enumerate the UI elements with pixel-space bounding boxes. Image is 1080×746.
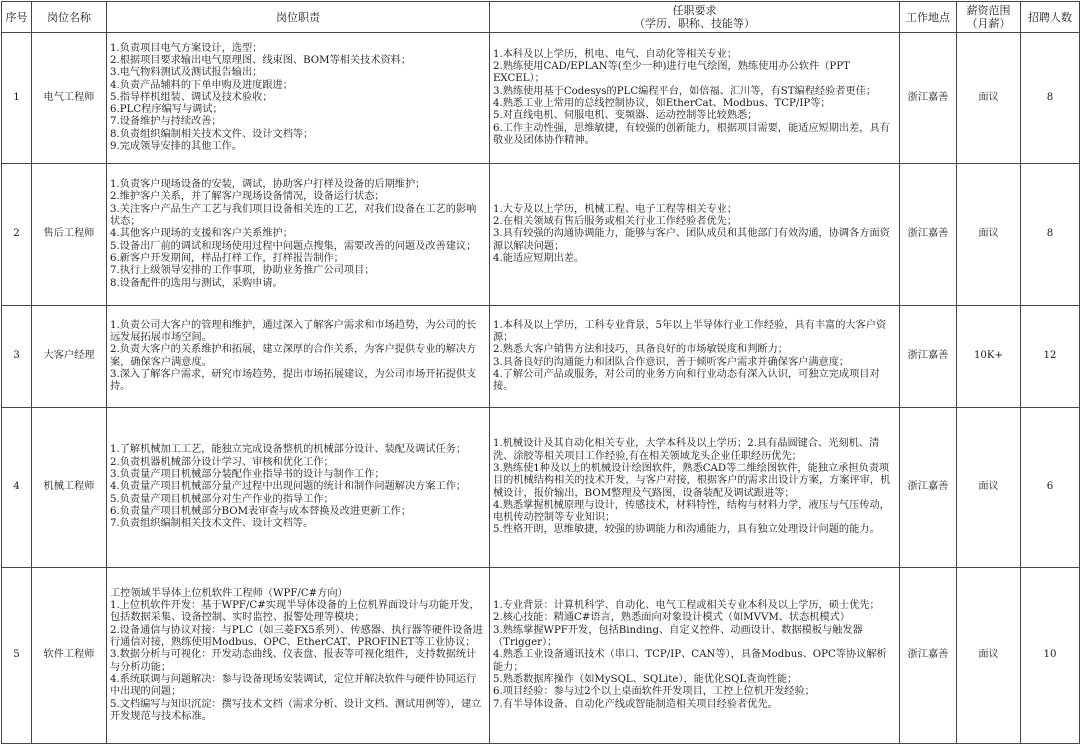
duty-line: 2.维护客户关系，并了解客户现场设备情况，设备运行状态； [110, 191, 385, 203]
duty-line: 4.系统联调与问题解决：参与设备现场安装调试，定位并解决软件与硬件协同运行中出现的问题； [110, 673, 477, 698]
requirement-line: 3.具备良好的沟通能力和团队合作意识，善于倾听客户需求并确保客户满意度； [493, 356, 850, 368]
row-position: 机械工程师 [32, 408, 107, 568]
row-duties [107, 306, 490, 408]
requirement-line: 1.本科及以上学历，机电、电气、自动化等相关专业； [493, 48, 738, 60]
requirement-line: 3.具有较强的沟通协调能力，能够与客户、团队成员和其他部门有效沟通，协调各方面资源以解决问题； [493, 228, 890, 252]
row-seq: 1 [2, 33, 32, 164]
duty-line: 2.负责大客户的关系维护和拓展，建立深厚的合作关系，为客户提供专业的解决方案，确保客户满意度。 [110, 344, 477, 368]
header-salary-sub: （月薪） [966, 17, 1011, 30]
table-row [2, 33, 1080, 164]
requirement-line: 3.熟练使用基于Codesys的PLC编程平台，如倍福、汇川等，有ST编程经验者更佳； [493, 85, 877, 97]
row-duties [107, 164, 490, 306]
table-row [2, 568, 1080, 744]
table-body [2, 33, 1080, 744]
row-location: 浙江嘉善 [900, 33, 957, 164]
duty-line: 3.负责量产项目机械部分装配作业指导书的设计与制作工作； [110, 469, 385, 481]
row-headcount: 10 [1021, 568, 1080, 744]
duty-line: 3.电气物料测试及测试报告输出； [110, 67, 263, 79]
header-salary [957, 2, 1021, 33]
requirement-line: 7.有半导体设备、自动化产线或智能制造相关项目经验者优先。 [493, 698, 778, 710]
duty-line: 2.设备通信与协议对接：与PLC（如三菱FX5系列）、传感器、执行器等硬件设备进行通信对接，熟练使用Modbus、OPC、EtherCAT、PROFINET等工业协议； [110, 624, 483, 649]
requirement-line: 6.工作主动性强，思维敏捷，有较强的创新能力，根据项目需要，能适应短期出差，具有敬业及团体协作精神。 [493, 122, 890, 146]
duty-line: 7.负责组织编制相关技术文件、设计文档等。 [110, 518, 314, 530]
requirement-line: 2.熟练使用CAD/EPLAN等(至少一种)进行电气绘图，熟练使用办公软件（PPT EXCEL）； [493, 61, 850, 85]
row-headcount: 8 [1021, 33, 1080, 164]
row-requirements [490, 568, 900, 744]
duty-line: 4.负责量产项目机械部分量产过程中出现问题的统计和制作问题解决方案工作； [110, 481, 467, 493]
requirement-line: 4.了解公司产品或服务，对公司的业务方向和行业动态有深入认识，可独立完成项目对接。 [493, 368, 880, 393]
header-seq: 序号 [2, 2, 32, 33]
row-requirements [490, 33, 900, 164]
requirement-line: 5.性格开朗，思维敏捷，较强的协调能力和沟通能力，具有独立处理设计问题的能力。 [493, 524, 880, 536]
row-headcount: 8 [1021, 164, 1080, 306]
row-position: 软件工程师 [32, 568, 107, 744]
row-salary: 面议 [957, 164, 1021, 306]
duty-line: 5.负责量产项目机械部分对生产作业的指导工作； [110, 493, 334, 505]
row-seq: 3 [2, 306, 32, 408]
row-requirements [490, 408, 900, 568]
duty-line: 5.设备出厂前的调试和现场使用过程中问题点搜集，需要改善的问题及改善建议； [110, 240, 477, 252]
duty-line: 2.负责机器机械部分设计学习、审核和优化工作； [110, 456, 334, 468]
row-seq: 5 [2, 568, 32, 744]
duty-line: 8.设备配件的选用与测试，采购申请。 [110, 277, 283, 289]
table-row [2, 306, 1080, 408]
row-salary: 面议 [957, 408, 1021, 568]
row-position: 售后工程师 [32, 164, 107, 306]
row-duties [107, 408, 490, 568]
header-requirements-title: 任职要求 [672, 4, 717, 17]
row-requirements [490, 164, 900, 306]
requirement-line: 1.专业背景：计算机科学、自动化、电气工程或相关专业本科及以上学历，硕士优先； [493, 600, 880, 612]
duty-line: 3.深入了解客户需求，研究市场趋势，提出市场拓展建议，为公司市场开拓提供支持。 [110, 368, 477, 393]
table-row [2, 164, 1080, 306]
row-headcount: 12 [1021, 306, 1080, 408]
row-location: 浙江嘉善 [900, 306, 957, 408]
requirement-line: 4.能适应短期出差。 [493, 252, 585, 264]
duty-line: 6.负责量产项目机械部分BOM表审查与成本替换及改进更新工作； [110, 505, 412, 517]
duty-line: 5.文档编写与知识沉淀：撰写技术文档（需求分析、设计文档、测试用例等），建立开发规范与技术标准。 [110, 698, 482, 722]
duty-line: 6.PLC程序编写与调试； [110, 104, 223, 116]
header-row [2, 2, 1080, 33]
header-requirements [490, 2, 900, 33]
duty-line: 7.执行上级领导安排的工作事项，协助业务推广公司项目； [110, 265, 375, 277]
duty-line: 1.了解机械加工工艺，能独立完成设备整机的机械部分设计、装配及调试任务； [110, 444, 467, 456]
row-salary: 面议 [957, 33, 1021, 164]
duty-line: 1.负责项目电气方案设计，选型； [110, 42, 263, 54]
row-location: 浙江嘉善 [900, 164, 957, 306]
requirement-line: 3.熟练掌握WPF开发，包括Binding、自定义控件、动画设计、数据模板与触发器（Trigger）； [493, 624, 863, 649]
table-row [2, 408, 1080, 568]
row-requirements [490, 306, 900, 408]
duty-line: 4.负责产品辅料的下单申购及进度跟进； [110, 79, 293, 91]
requirement-line: 2.熟悉大客户销售方法和技巧，具备良好的市场敏锐度和判断力； [493, 344, 788, 356]
header-duties: 岗位职责 [107, 2, 490, 33]
duty-line: 3.数据分析与可视化：开发动态曲线、仪表盘、报表等可视化组件，支持数据统计与分析功能； [110, 649, 477, 673]
duty-line: 5.指导样机组装、调试及技术验收； [110, 91, 273, 103]
duty-line: 6.新客户开发期间，样品打样工作，打样报告制作； [110, 252, 344, 264]
header-position: 岗位名称 [32, 2, 107, 33]
duty-line: 9.完成领导安排的其他工作。 [110, 141, 242, 153]
header-headcount: 招聘人数 [1021, 2, 1080, 33]
header-location: 工作地点 [900, 2, 957, 33]
header-requirements-sub: （学历、职称、技能等） [634, 17, 755, 30]
row-salary: 10K+ [957, 306, 1021, 408]
duty-line: 4.其他客户现场的支援和客户关系维护； [110, 228, 293, 240]
header-salary-title: 薪资范围 [966, 4, 1011, 17]
requirement-line: 5.熟悉数据库操作（如MySQL、SQLite），能优化SQL查询性能； [493, 673, 798, 685]
requirement-line: 6.项目经验：参与过2个以上桌面软件开发项目，工控上位机开发经验； [493, 686, 815, 698]
requirement-line: 1.机械设计及其自动化相关专业，大学本科及以上学历；2.具有晶圆键合、光刻机、清洗、涂胶等相关项目工作经验,有在相关领域龙头企业任职经历优先； [493, 438, 880, 462]
row-seq: 4 [2, 408, 32, 568]
duty-line: 1.上位机软件开发：基于WPF/C#实现半导体设备的上位机界面设计与功能开发，包括数据采集、设备控制、实时监控、报警处理等模块； [110, 600, 480, 624]
row-duties [107, 33, 490, 164]
row-location: 浙江嘉善 [900, 408, 957, 568]
row-duties [107, 568, 490, 744]
requirement-line: 1.本科及以上学历，工科专业背景，5年以上半导体行业工作经验，具有丰富的大客户资源； [493, 319, 887, 343]
row-position: 电气工程师 [32, 33, 107, 164]
row-position: 大客户经理 [32, 306, 107, 408]
duty-line: 3.关注客户产品生产工艺与我们项目设备相关连的工艺，对我们设备在工艺的影响状态； [110, 203, 477, 228]
requirement-line: 2.核心技能：精通C#语言，熟悉面向对象设计模式（如MVVM、状态机模式） [493, 612, 851, 624]
requirement-line: 2.在相关领域有售后服务或相关行业工作经验者优先； [493, 216, 738, 228]
requirement-line: 4.熟悉工业上常用的总线控制协议，如EtherCat、Modbus、TCP/IP等； [493, 98, 831, 109]
duty-line: 工控领域半导体上位机软件工程师（WPF/C#方向） [110, 587, 348, 599]
duty-line: 1.负责公司大客户的管理和维护，通过深入了解客户需求和市场趋势，为公司的长远发展拓展市场空间。 [110, 319, 477, 343]
duty-line: 7.设备维护与持续改善； [110, 116, 222, 128]
duty-line: 8.负责组织编制相关技术文件、设计文档等； [110, 128, 314, 140]
recruitment-table [1, 1, 1080, 744]
requirement-line: 4.熟悉工业设备通讯技术（串口、TCP/IP、CAN等），具备Modbus、OPC等协议解析能力； [493, 649, 887, 673]
row-salary: 面议 [957, 568, 1021, 744]
duty-line: 2.根据项目要求输出电气原理图、线束图、BOM等相关技术资料； [110, 54, 412, 66]
requirement-line: 5.对直线电机、伺服电机、变频器、运动控制等比较熟悉； [493, 110, 758, 122]
requirement-line: 1.大专及以上学历，机械工程、电子工程等相关专业； [493, 203, 738, 215]
requirement-line: 3.熟练使1种及以上的机械设计绘图软件，熟悉CAD等二维绘图软件，能独立承担负责项目的机械结构相关的技术开发，与客户对接，根据客户的需求出设计方案，方案评审，机械设计，报价输出，BOM整理及气路图，设备装配及调试跟进等； [493, 462, 891, 499]
row-location: 浙江嘉善 [900, 568, 957, 744]
duty-line: 1.负责客户现场设备的安装，调试，协助客户打样及设备的后期维护； [110, 179, 426, 191]
requirement-line: 4.熟悉掌握机械原理与设计，传感技术，材料特性，结构与材料力学，液压与气压传动，电机传动控制等专业知识； [493, 499, 890, 524]
row-headcount: 6 [1021, 408, 1080, 568]
row-seq: 2 [2, 164, 32, 306]
